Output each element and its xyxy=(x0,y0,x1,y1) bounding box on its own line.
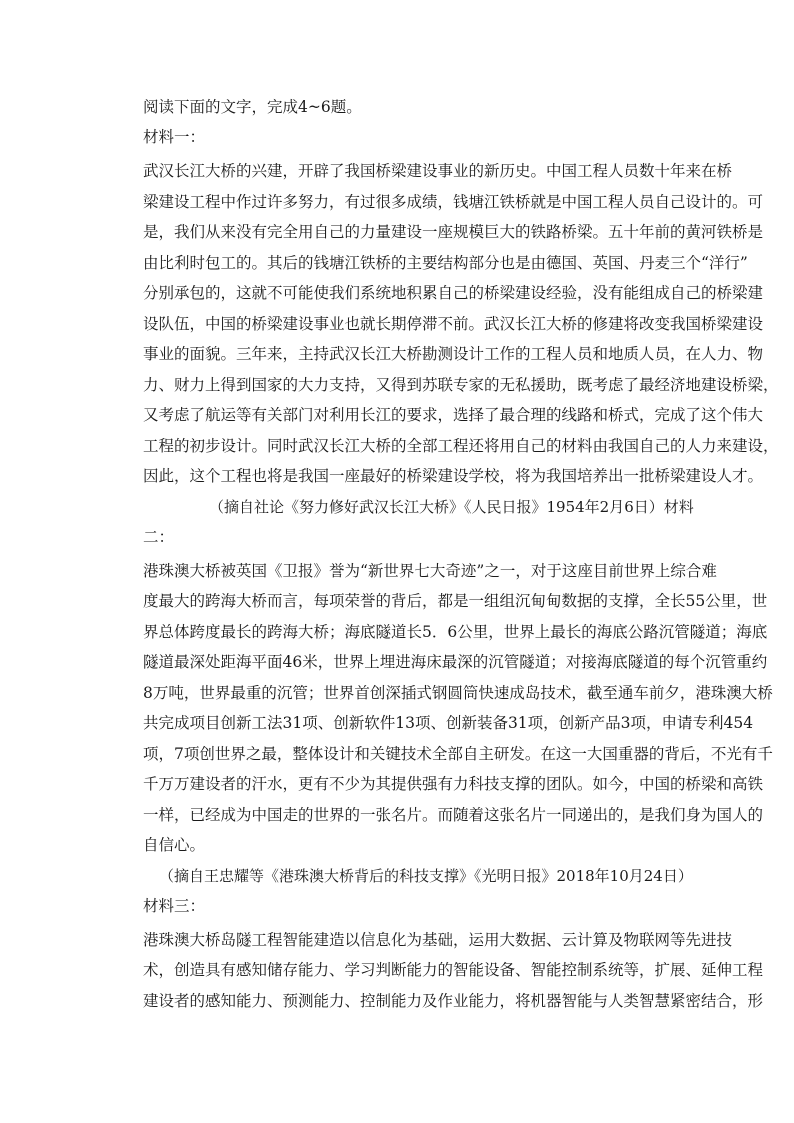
material-1-line: 工程的初步设计。同时武汉长江大桥的全部工程还将用自己的材料由我国自己的人力来建设， xyxy=(143,436,779,455)
material-3-heading: 材料三： xyxy=(143,896,206,915)
material-3-line: 术，创造具有感知储存能力、学习判断能力的智能设备、智能控制系统等，扩展、延伸工程 xyxy=(143,961,764,979)
material-1-line: 武汉长江大桥的兴建，开辟了我国桥梁建设事业的新历史。中国工程人员数十年来在桥 xyxy=(143,162,733,180)
material-3-line: 建设者的感知能力、预测能力、控制能力及作业能力，将机器智能与人类智慧紧密结合，形 xyxy=(143,991,764,1010)
material-2-heading: 二： xyxy=(143,527,175,546)
material-1-line: 由比利时包工的。其后的钱塘江铁桥的主要结构部分也是由德国、英国、丹麦三个“洋行” xyxy=(143,253,748,272)
material-2-line: 一样，已经成为中国走的世界的一张名片。而随着这张名片一同递出的，是我们身为国人的 xyxy=(143,805,764,824)
material-2-line: 自信心。 xyxy=(143,836,206,854)
material-3-line: 港珠澳大桥岛隧工程智能建造以信息化为基础，运用大数据、云计算及物联网等先进技 xyxy=(143,930,733,949)
material-2-line: 度最大的跨海大桥而言，每项荣誉的背后，都是一组组沉甸甸数据的支撑，全长55公里，世 xyxy=(143,592,768,610)
material-2-body xyxy=(143,556,773,861)
material-1-source: （摘自社论《努力修好武汉长江大桥》《人民日报》1954年2月6日）材料 xyxy=(209,497,694,516)
material-1-line: 分别承包的，这就不可能使我们系统地积累自己的桥梁建设经验，没有能组成自己的桥梁建 xyxy=(143,284,764,302)
material-2-line: 共完成项目创新工法31项、创新软件13项、创新装备31项，创新产品3项，申请专利454 xyxy=(143,714,754,732)
material-1-line: 是，我们从来没有完全用自己的力量建设一座规模巨大的铁路桥梁。五十年前的黄河铁桥是 xyxy=(143,223,764,241)
material-2-line: 8万吨，世界最重的沉管；世界首创深插式钢圆筒快速成岛技术，截至通车前夕，港珠澳大桥 xyxy=(143,683,773,702)
material-2-line: 隧道最深处距海平面46米，世界上埋进海床最深的沉管隧道；对接海底隧道的每个沉管重约 xyxy=(143,653,768,671)
material-2-line: 港珠澳大桥被英国《卫报》誉为“新世界七大奇迹”之一，对于这座目前世界上综合难 xyxy=(143,561,717,580)
material-1-line: 因此，这个工程也将是我国一座最好的桥梁建设学校，将为我国培养出一批桥梁建设人才。 xyxy=(143,467,764,485)
material-1-line: 事业的面貌。三年来，主持武汉长江大桥勘测设计工作的工程人员和地质人员，在人力、物 xyxy=(143,345,764,363)
material-3-body xyxy=(143,925,764,1017)
material-1-line: 又考虑了航运等有关部门对利用长江的要求，选择了最合理的线路和桥式，完成了这个伟大 xyxy=(143,406,764,424)
material-1-line: 设队伍，中国的桥梁建设事业也就长期停滞不前。武汉长江大桥的修建将改变我国桥梁建设 xyxy=(143,314,764,333)
material-1-line: 梁建设工程中作过许多努力，有过很多成绩，钱塘江铁桥就是中国工程人员自己设计的。可 xyxy=(143,192,764,211)
material-2-line: 界总体跨度最长的跨海大桥；海底隧道长5．6公里，世界上最长的海底公路沉管隧道；海底 xyxy=(143,622,768,641)
intro-text: 阅读下面的文字，完成4~6题。 xyxy=(143,98,362,116)
material-1-body xyxy=(143,156,779,492)
material-2-source: （摘自王忠耀等《港珠澳大桥背后的科技支撑》《光明日报》2018年10月24日） xyxy=(159,866,693,885)
document-page xyxy=(143,92,779,1016)
material-1-heading: 材料一： xyxy=(143,128,206,146)
material-2-line: 项，7项创世界之最，整体设计和关键技术全部自主研发。在这一大国重器的背后，不光有千 xyxy=(143,744,773,763)
material-1-line: 力、财力上得到国家的大力支持，又得到苏联专家的无私援助，既考虑了最经济地建设桥梁， xyxy=(143,375,779,394)
material-2-line: 千万万建设者的汗水，更有不少为其提供强有力科技支撑的团队。如今，中国的桥梁和高铁 xyxy=(143,775,764,793)
